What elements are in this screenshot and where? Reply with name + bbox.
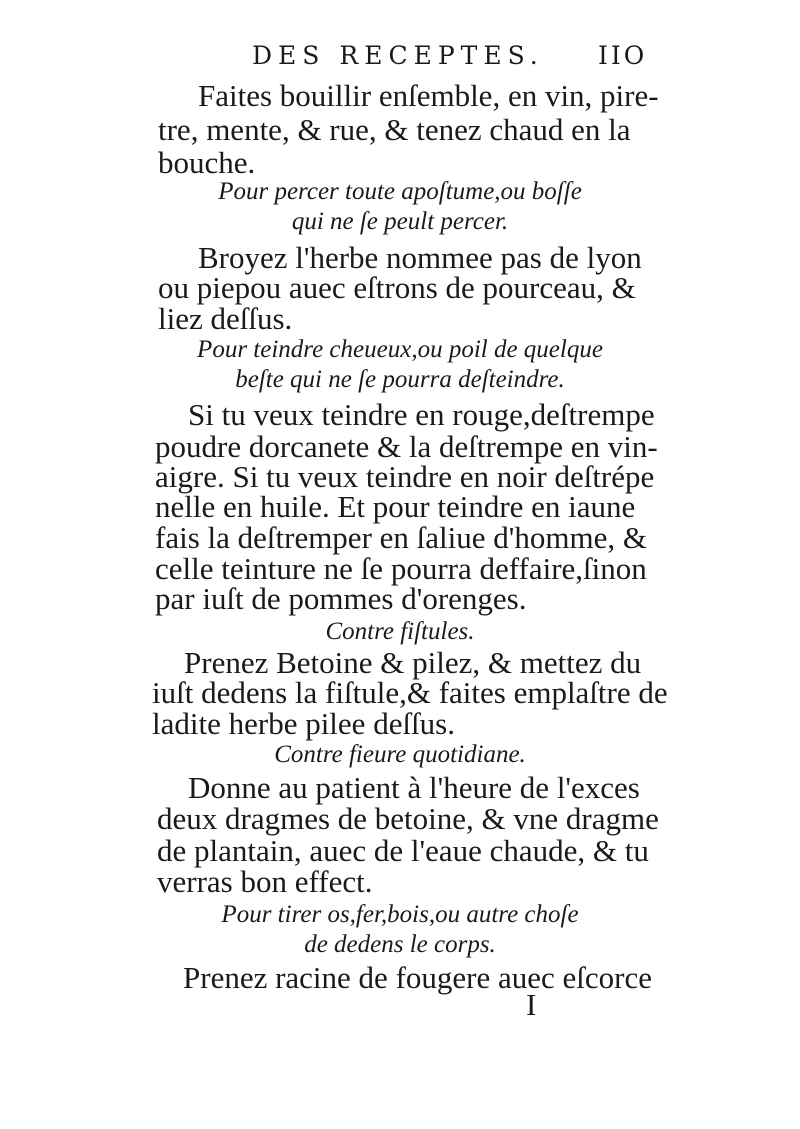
text-line: poudre dorcanete & la deſtrempe en vin- [155,429,658,464]
text-line: Donne au patient à l'heure de l'exces [188,770,640,805]
page-number: IIO [598,41,648,70]
text-line: verras bon effect. [157,864,373,899]
text-line: Si tu veux teindre en rouge,deſtrempe [188,397,655,432]
recipe-heading: beſte qui ne ſe pourra deſteindre. [235,366,565,393]
recipe-heading: Pour teindre cheueux,ou poil de quelque [197,336,603,363]
text-line: nelle en huile. Et pour teindre en iaune [155,489,636,524]
text-line: de plantain, auec de l'eaue chaude, & tu [157,833,649,868]
text-line: ou piepou auec eſtrons de pourceau, & [158,270,636,305]
text-line: Prenez racine de fougere auec eſcorce [183,960,652,995]
signature-mark: I [526,987,537,1022]
recipe-heading: Pour tirer os,fer,bois,ou autre choſe [221,901,579,928]
text-line: deux dragmes de betoine, & vne dragme [157,801,659,836]
recipe-heading: qui ne ſe peult percer. [291,208,509,235]
text-line: Prenez Betoine & pilez, & mettez du [184,645,642,680]
text-line: fais la deſtremper en ſaliue d'homme, & [155,520,647,555]
text-line: liez deſſus. [158,301,293,336]
running-head [0,36,800,76]
recipe-heading: Pour percer toute apoſtume,ou boſſe [218,178,582,205]
recipe-heading: de dedens le corps. [304,931,496,958]
text-line: iuſt dedens la fiſtule,& faites emplaſtre de [152,675,668,710]
text-line: ladite herbe pilee deſſus. [152,706,455,741]
text-line: celle teinture ne ſe pourra deffaire,ſinon [155,551,647,586]
text-line: Faites bouillir enſemble, en vin, pire- [198,78,659,113]
text-line: aigre. Si tu veux teindre en noir deſtrépe [155,459,655,494]
text-line: bouche. [158,145,256,180]
recipe-heading: Contre fieure quotidiane. [274,741,526,768]
running-title: DES RECEPTES. [252,41,544,70]
text-line: par iuſt de pommes d'orenges. [155,581,527,616]
text-line: Broyez l'herbe nommee pas de lyon [198,240,642,275]
recipe-heading: Contre fiſtules. [325,618,475,645]
text-line: tre, mente, & rue, & tenez chaud en la [158,112,631,147]
